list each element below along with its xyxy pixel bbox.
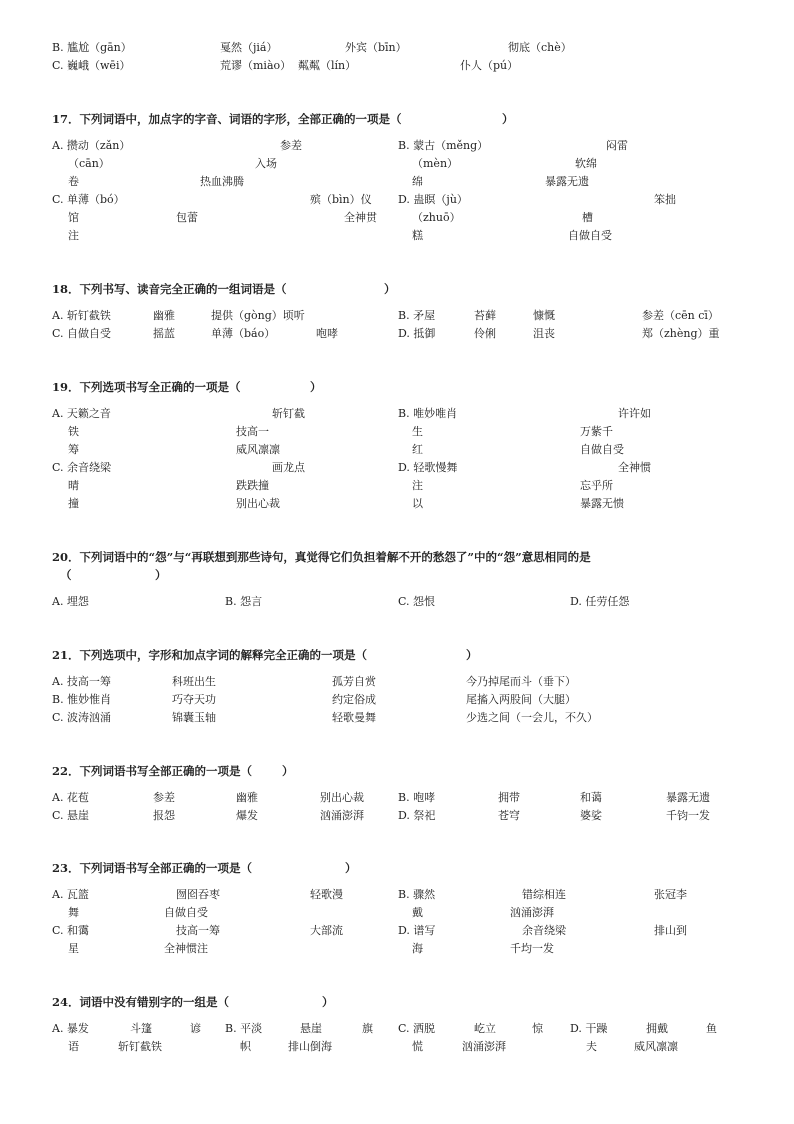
q23-cell: 全神惯注 bbox=[164, 942, 208, 955]
q17-cell: C. 单薄（bó） bbox=[52, 193, 125, 206]
q20-option-b: B. 怨言 bbox=[225, 595, 263, 608]
q19-cell: 红 bbox=[412, 443, 423, 456]
option-c-text: C. 巍峨（wēi） bbox=[52, 59, 131, 72]
q17-cell: 暴露无遗 bbox=[545, 175, 589, 188]
q19-cell: 技高一 bbox=[236, 425, 269, 438]
q19-cell: 忘乎所 bbox=[580, 479, 613, 492]
q18-word: 郑（zhèng）重 bbox=[642, 327, 720, 340]
q17-cell: 自做自受 bbox=[568, 229, 612, 242]
q22-word: 婆娑 bbox=[580, 809, 602, 822]
q24-word: 慌 bbox=[412, 1040, 423, 1053]
q23-cell: A. 瓦篮 bbox=[52, 888, 89, 901]
q24-word: 语 bbox=[68, 1040, 79, 1053]
q19-cell: 撞 bbox=[68, 497, 79, 510]
q17-cell: 注 bbox=[68, 229, 79, 242]
question-20-stem: 20．下列词语中的“怨”与“再联想到那些诗句，真觉得它们负担着解不开的愁怨了”中的“怨”意思相同的是 bbox=[52, 550, 591, 564]
q23-cell: 大部流 bbox=[310, 924, 343, 937]
question-22-stem: 22．下列词语书写全部正确的一项是（ bbox=[52, 764, 253, 778]
q19-cell: 以 bbox=[412, 497, 423, 510]
q17-cell: 参差 bbox=[280, 139, 302, 152]
q19-cell: 铁 bbox=[68, 425, 79, 438]
q17-cell: B. 蒙古（měng） bbox=[398, 139, 489, 152]
q19-cell: C. 余音绕梁 bbox=[52, 461, 112, 474]
q20-option-c: C. 怨恨 bbox=[398, 595, 436, 608]
q23-cell: 囫囵吞枣 bbox=[176, 888, 220, 901]
q23-cell: 张冠李 bbox=[654, 888, 687, 901]
q23-cell: 星 bbox=[68, 942, 79, 955]
q23-cell: 余音绕梁 bbox=[522, 924, 566, 937]
q24-word: 斗篷 bbox=[130, 1022, 152, 1035]
q24-word: 威风凛凛 bbox=[634, 1040, 678, 1053]
q19-cell: 跌跌撞 bbox=[236, 479, 269, 492]
option-b-text: B. 尴尬（gān） bbox=[52, 41, 132, 54]
question-20-close-paren: ） bbox=[155, 568, 167, 582]
q22-word: 和蔼 bbox=[580, 791, 602, 804]
q22-word: 参差 bbox=[153, 791, 175, 804]
q24-word: 屹立 bbox=[474, 1022, 496, 1035]
q22-word: 别出心裁 bbox=[320, 791, 364, 804]
q21-word: C. 波涛汹涌 bbox=[52, 711, 112, 724]
q20-option-a: A. 埋怨 bbox=[52, 595, 89, 608]
q24-word: 夫 bbox=[586, 1040, 597, 1053]
q21-word: 约定俗成 bbox=[332, 693, 376, 706]
q18-word: D. 抵御 bbox=[398, 327, 436, 340]
q19-cell: B. 唯妙唯肖 bbox=[398, 407, 458, 420]
q18-word: B. 矛屋 bbox=[398, 309, 436, 322]
question-20-open-paren: （ bbox=[60, 568, 72, 582]
question-18-close-paren: ） bbox=[384, 282, 396, 296]
q21-word: 科班出生 bbox=[172, 675, 216, 688]
q17-cell: 软绵 bbox=[575, 157, 597, 170]
q22-word: 爆发 bbox=[236, 809, 258, 822]
q19-cell: 生 bbox=[412, 425, 423, 438]
q19-cell: 晴 bbox=[68, 479, 79, 492]
q24-word: A. 暴发 bbox=[52, 1022, 89, 1035]
q17-cell: 卷 bbox=[68, 175, 79, 188]
question-18-stem: 18．下列书写、读音完全正确的一组词语是（ bbox=[52, 282, 287, 296]
q20-option-d: D. 任劳任怨 bbox=[570, 595, 630, 608]
option-c-word-2: 荒谬（miào） bbox=[220, 59, 292, 72]
q17-cell: （zhuō） bbox=[412, 211, 461, 224]
q22-word: A. 花苞 bbox=[52, 791, 89, 804]
q21-word: B. 惟妙惟肖 bbox=[52, 693, 112, 706]
q23-cell: C. 和霭 bbox=[52, 924, 90, 937]
q19-cell: 暴露无愦 bbox=[580, 497, 624, 510]
question-17-stem: 17．下列词语中，加点字的字音、词语的字形，全部正确的一项是（ bbox=[52, 112, 402, 126]
q22-word: 报怨 bbox=[153, 809, 175, 822]
q18-word: 幽雅 bbox=[153, 309, 175, 322]
q18-word: 咆哮 bbox=[316, 327, 338, 340]
q17-cell: （mèn） bbox=[412, 157, 459, 170]
q19-cell: A. 天籁之音 bbox=[52, 407, 111, 420]
q19-cell: 画龙点 bbox=[272, 461, 305, 474]
question-19-close-paren: ） bbox=[310, 380, 322, 394]
q24-word: 谚 bbox=[190, 1022, 201, 1035]
q23-cell: 海 bbox=[412, 942, 423, 955]
q23-cell: 汹涌澎湃 bbox=[510, 906, 554, 919]
q23-cell: 千均一发 bbox=[510, 942, 554, 955]
q18-word: 沮丧 bbox=[533, 327, 555, 340]
q22-word: 苍穹 bbox=[498, 809, 520, 822]
q23-cell: 自做自受 bbox=[164, 906, 208, 919]
q23-cell: 技高一筹 bbox=[176, 924, 220, 937]
q23-cell: 舞 bbox=[68, 906, 79, 919]
question-23-stem: 23．下列词语书写全部正确的一项是（ bbox=[52, 861, 253, 875]
q17-cell: 绵 bbox=[412, 175, 423, 188]
option-b-word-2: 戛然（jiá） bbox=[220, 41, 278, 54]
q18-word: C. 自做自受 bbox=[52, 327, 112, 340]
q21-word: 轻歌曼舞 bbox=[332, 711, 376, 724]
q19-cell: 别出心裁 bbox=[236, 497, 280, 510]
q17-cell: 殡（bìn）仪 bbox=[310, 193, 372, 206]
question-22-close-paren: ） bbox=[282, 764, 294, 778]
q24-word: 旗 bbox=[362, 1022, 373, 1035]
question-21-stem: 21．下列选项中，字形和加点字词的解释完全正确的一项是（ bbox=[52, 648, 368, 662]
q22-word: 拥带 bbox=[498, 791, 520, 804]
q21-word: 巧夺天功 bbox=[172, 693, 216, 706]
q17-cell: D. 蛊瞑（jù） bbox=[398, 193, 468, 206]
q19-cell: 全神惯 bbox=[618, 461, 651, 474]
q23-cell: 排山到 bbox=[654, 924, 687, 937]
q22-word: 汹涌澎湃 bbox=[320, 809, 364, 822]
q17-cell: （cān） bbox=[68, 157, 110, 170]
q22-word: 暴露无遗 bbox=[666, 791, 710, 804]
q18-word: 单薄（báo） bbox=[211, 327, 276, 340]
q18-word: 参差（cēn cī） bbox=[642, 309, 719, 322]
q23-cell: 轻歌漫 bbox=[310, 888, 343, 901]
q22-word: B. 咆哮 bbox=[398, 791, 436, 804]
q23-cell: D. 谱写 bbox=[398, 924, 436, 937]
q19-cell: 斩钉截 bbox=[272, 407, 305, 420]
q19-cell: 许许如 bbox=[618, 407, 651, 420]
q24-word: 拥戴 bbox=[646, 1022, 668, 1035]
q17-cell: 笨拙 bbox=[654, 193, 676, 206]
q17-cell: 闷雷 bbox=[606, 139, 628, 152]
q24-word: 惊 bbox=[532, 1022, 543, 1035]
q24-word: B. 平淡 bbox=[225, 1022, 263, 1035]
q21-word: A. 技高一筹 bbox=[52, 675, 111, 688]
question-24-close-paren: ） bbox=[322, 995, 334, 1009]
q18-word: 苔藓 bbox=[474, 309, 496, 322]
q24-word: 帜 bbox=[240, 1040, 251, 1053]
q24-word: 悬崖 bbox=[300, 1022, 322, 1035]
question-19-stem: 19．下列选项书写全正确的一项是（ bbox=[52, 380, 241, 394]
q17-cell: 糕 bbox=[412, 229, 423, 242]
q22-word: C. 悬崖 bbox=[52, 809, 90, 822]
question-21-close-paren: ） bbox=[466, 648, 478, 662]
q19-cell: 筹 bbox=[68, 443, 79, 456]
q24-word: 汹涌澎湃 bbox=[462, 1040, 506, 1053]
q23-cell: 错综相连 bbox=[522, 888, 566, 901]
q19-cell: 万紫千 bbox=[580, 425, 613, 438]
q22-word: 幽雅 bbox=[236, 791, 258, 804]
q18-word: 提供（gòng）顷听 bbox=[211, 309, 305, 322]
q17-cell: 槽 bbox=[582, 211, 593, 224]
question-23-close-paren: ） bbox=[345, 861, 357, 875]
q17-cell: 热血沸腾 bbox=[200, 175, 244, 188]
q17-cell: 入场 bbox=[255, 157, 277, 170]
q18-word: 摇蓝 bbox=[153, 327, 175, 340]
q24-word: 鱼 bbox=[706, 1022, 717, 1035]
question-17-close-paren: ） bbox=[502, 112, 514, 126]
option-b-word-3: 外宾（bīn） bbox=[345, 41, 407, 54]
q23-cell: B. 骤然 bbox=[398, 888, 436, 901]
option-b-word-4: 彻底（chè） bbox=[508, 41, 572, 54]
option-c-word-3: 粼粼（lín） bbox=[298, 59, 357, 72]
q24-word: 斩钉截铁 bbox=[118, 1040, 162, 1053]
q24-word: D. 干躁 bbox=[570, 1022, 608, 1035]
q21-word: 锦囊玉轴 bbox=[172, 711, 216, 724]
q18-word: 伶俐 bbox=[474, 327, 496, 340]
q21-word: 今乃掉尾而斗（垂下） bbox=[466, 675, 576, 688]
q17-cell: 包蕾 bbox=[176, 211, 198, 224]
q17-cell: 馆 bbox=[68, 211, 79, 224]
q24-word: 排山倒海 bbox=[288, 1040, 332, 1053]
option-c-word-4: 仆人（pú） bbox=[460, 59, 519, 72]
q17-cell: 全神贯 bbox=[344, 211, 377, 224]
q18-word: 慷慨 bbox=[533, 309, 555, 322]
q21-word: 孤芳自赏 bbox=[332, 675, 376, 688]
q22-word: D. 祭祀 bbox=[398, 809, 436, 822]
q17-cell: A. 攒动（zǎn） bbox=[52, 139, 131, 152]
q21-word: 少选之间（一会儿，不久） bbox=[466, 711, 598, 724]
question-24-stem: 24．词语中没有错别字的一组是（ bbox=[52, 995, 230, 1009]
q22-word: 千钧一发 bbox=[666, 809, 710, 822]
q21-word: 尾搐入两股间（大腿） bbox=[466, 693, 576, 706]
q19-cell: 自做自受 bbox=[580, 443, 624, 456]
q19-cell: 注 bbox=[412, 479, 423, 492]
q24-word: C. 洒脱 bbox=[398, 1022, 436, 1035]
q18-word: A. 斩钉截铁 bbox=[52, 309, 111, 322]
q23-cell: 戴 bbox=[412, 906, 423, 919]
q19-cell: 威风凛凛 bbox=[236, 443, 280, 456]
q19-cell: D. 轻歌慢舞 bbox=[398, 461, 458, 474]
